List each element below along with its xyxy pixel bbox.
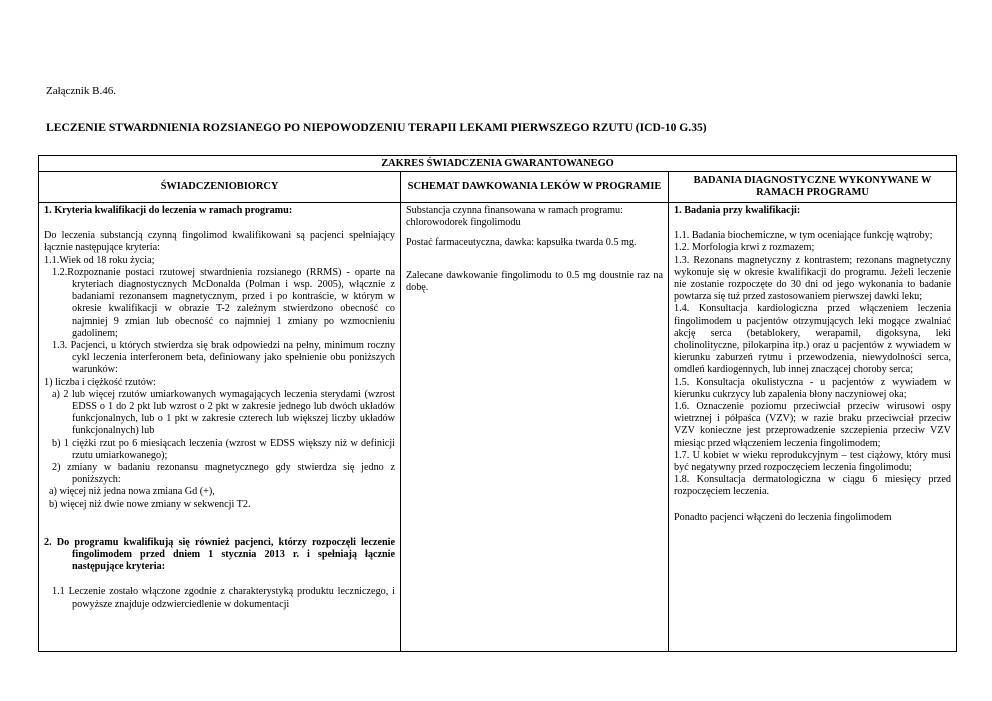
col3-section1-title: 1. Badania przy kwalifikacji: [674,205,801,216]
annex-label: Załącznik B.46. [46,85,116,97]
column-dosage-schedule [401,171,669,651]
col3-item-1-1: 1.1. Badania biochemiczne, w tym oceniające funkcję wątroby; [674,230,933,242]
col2-header: SCHEMAT DAWKOWANIA LEKÓW W PROGRAMIE [401,171,668,203]
col3-item-1-8: 1.8. Konsultacja dermatologiczna w ciągu 6 miesięcy przed rozpoczęciem leczenia. [674,474,951,498]
col1-condition-2b: b) więcej niż dwie nowe zmiany w sekwencji T2. [49,498,251,510]
col1-item-1-1: 1.1.Wiek od 18 roku życia; [44,254,155,266]
column-diagnostics [669,171,956,651]
col1-header: ŚWIADCZENIOBIORCY [39,171,400,203]
column-beneficiaries [39,171,401,651]
col1-item-1-2: 1.2.Rozpoznanie postaci rzutowej stwardnienia rozsianego (RRMS) - oparte na kryteriach diagnostycznych McDonalda (Polman i wsp. 2005), włącznie z badaniami rezonansem magnetycznym, przed i po kontraście, w którym w okresie kwalifikacji w obrazie T-2 zależnym stwierdzono obecność co najmniej 9 zmian lub obecność co najmniej 1 zmiany po wzmocnieniu gadolinem; [52,266,395,339]
col3-item-1-2: 1.2. Morfologia krwi z rozmazem; [674,242,815,254]
col3-item-1-4: 1.4. Konsultacja kardiologiczna przed włączeniem leczenia fingolimodem u pacjentów otrzymujących leki mogące zwalniać akcję serca (betablokery, werapamil, digoksyna, leki cholinolityczne, pilokarpina itp.) oraz u pacjentów z wywiadem w kierunku zaburzeń rytmu i przewodzenia, niewydolności serca, omdleń kardiogennych, lub innej znaczącej choroby serca; [674,303,951,376]
col3-item-1-6: 1.6. Oznaczenie poziomu przeciwciał przeciw wirusowi ospy wietrznej i półpaśca (VZV); w razie braku przeciwciał przeciw VZV konieczne jest przeprowadzenie szczepienia przeciw VZV miesiąc przed włączeniem leczenia fingolimodem; [674,401,951,449]
table-top-header: ZAKRES ŚWIADCZENIA GWARANTOWANEGO [39,156,956,172]
col1-condition-1: 1) liczba i ciężkość rzutów: [44,376,157,388]
col3-item-1-5: 1.5. Konsultacja okulistyczna - u pacjentów z wywiadem w kierunku cukrzycy lub zapalenia błony naczyniowej oka; [674,376,951,400]
col1-section1-title: 1. Kryteria kwalifikacji do leczenia w ramach programu: [44,205,293,216]
col3-tail-text: Ponadto pacjenci włączeni do leczenia fingolimodem [674,511,892,523]
col1-condition-1b: b) 1 ciężki rzut po 6 miesiącach leczenia (wzrost w EDSS większy niż w definicji rzutu umiarkowanego); [52,437,395,461]
col1-item-2-1: 1.1 Leczenie zostało włączone zgodnie z charakterystyką produktu leczniczego, i powyższe znajduje odzwierciedlenie w dokumentacji [52,586,395,610]
col1-section2-title: 2. Do programu kwalifikują się również pacjenci, którzy rozpoczęli leczenie fingolimodem przed dniem 1 stycznia 2013 r. i spełniają łącznie następujące kryteria: [44,536,395,573]
program-table [38,155,957,652]
document-title: LECZENIE STWARDNIENIA ROZSIANEGO PO NIEPOWODZENIU TERAPII LEKAMI PIERWSZEGO RZUTU (ICD-10 G.35) [46,121,707,134]
col3-item-1-3: 1.3. Rezonans magnetyczny z kontrastem; rezonans magnetyczny wykonuje się w okresie kwalifikacji do programu. Jeżeli leczenie nie zostanie rozpoczęte do 30 dni od jego wykonania to badanie powtarza się tuż przed zastosowaniem pierwszej dawki leku; [674,254,951,303]
col1-condition-2: 2) zmiany w badaniu rezonansu magnetycznego gdy stwierdza się jedno z poniższych: [52,462,395,486]
col1-section1-intro: Do leczenia substancją czynną fingolimod kwalifikowani są pacjenci spełniający łącznie następujące kryteria: [44,230,395,254]
col2-recommended-dosage: Zalecane dawkowanie fingolimodu to 0.5 mg doustnie raz na dobę. [406,269,663,293]
col3-item-1-7: 1.7. U kobiet w wieku reprodukcyjnym – test ciążowy, który musi być negatywny przed rozpoczęciem leczenia fingolimodu; [674,449,951,474]
col1-item-1-3: 1.3. Pacjenci, u których stwierdza się brak odpowiedzi na pełny, minimum roczny cykl leczenia interferonem beta, definiowany jako spełnienie obu poniższych warunków: [52,340,395,376]
col3-header: BADANIA DIAGNOSTYCZNE WYKONYWANE W RAMACH PROGRAMU [669,171,956,203]
col2-substance: Substancja czynna finansowana w ramach programu: chlorowodorek fingolimodu [406,205,623,229]
col1-condition-1a: a) 2 lub więcej rzutów umiarkowanych wymagających leczenia sterydami (wzrost EDSS o 1 do 2 pkt lub wzrost o 2 pkt w zakresie jednego lub dwóch układów funkcjonalnych, lub o 1 pkt w zakresie czterech lub większej liczby układów funkcjonalnych) lub [52,388,395,437]
col1-condition-2a: a) więcej niż jedna nowa zmiana Gd (+), [49,486,215,498]
col2-form-dose: Postać farmaceutyczna, dawka: kapsułka twarda 0.5 mg. [406,237,637,249]
